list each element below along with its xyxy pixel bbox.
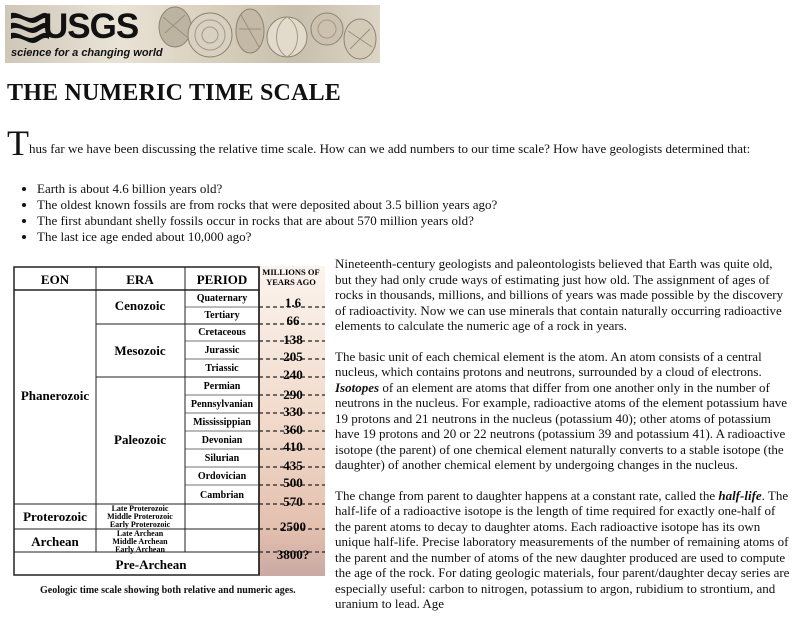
list-item: • The oldest known fossils are from rocks that were deposited about 3.5 billion years ago? xyxy=(37,197,497,213)
intro-paragraph xyxy=(7,123,787,163)
header-mya-1: MILLIONS OF xyxy=(262,267,320,277)
archean-sub: Middle Archean xyxy=(112,537,168,546)
proterozoic-sub: Middle Proterozoic xyxy=(107,512,173,521)
era-cenozoic: Cenozoic xyxy=(114,298,166,313)
period-label: Ordovician xyxy=(197,471,247,482)
period-label: Triassic xyxy=(205,363,239,374)
era-mesozoic: Mesozoic xyxy=(114,343,166,358)
archean-sub: Late Archean xyxy=(116,529,164,538)
period-label: Cambrian xyxy=(200,490,244,501)
paragraph-text: The change from parent to daughter happens at a constant rate, called the xyxy=(335,487,719,503)
period-label: Permian xyxy=(203,381,241,392)
chart-caption: Geologic time scale showing both relative and numeric ages. xyxy=(40,585,296,596)
proterozoic-sub: Late Proterozoic xyxy=(111,504,169,513)
period-label: Pennsylvanian xyxy=(190,399,254,410)
fossil-collage-image xyxy=(155,5,380,63)
period-label: Cretaceous xyxy=(198,327,246,338)
usgs-brand: USGS xyxy=(43,7,139,46)
header-eon: EON xyxy=(40,272,70,287)
era-paleozoic: Paleozoic xyxy=(114,432,166,447)
age-label: 435 xyxy=(283,458,303,473)
paragraph-half-life xyxy=(335,488,790,612)
period-label: Silurian xyxy=(204,453,240,464)
list-item: • Earth is about 4.6 billion years old? xyxy=(37,181,497,197)
age-label: 2500 xyxy=(280,519,306,534)
age-label: 66 xyxy=(286,313,300,328)
eon-proterozoic: Proterozoic xyxy=(23,509,87,524)
article-body xyxy=(335,256,790,627)
page-title: THE NUMERIC TIME SCALE xyxy=(7,80,342,106)
age-label: 330 xyxy=(283,404,303,419)
age-label: 138 xyxy=(283,332,303,347)
intro-dropcap: T xyxy=(7,123,29,163)
usgs-banner xyxy=(5,5,380,63)
eon-phanerozoic: Phanerozoic xyxy=(20,388,90,403)
header-era: ERA xyxy=(126,272,154,287)
age-label: 3800? xyxy=(276,547,310,562)
paragraph-text: of an element are atoms that differ from one another only in the number of neutrons in the nucleus. For example, radioactive atoms of the element potassium have 19 protons and 21 neutrons in the nucleus (potassium 40); other atoms of potassium have 19 protons and 20 or 22 neutrons (potassium 39 and potassium 41). A radioactive isotope (the parent) of one chemical element naturally converts to a stable isotope (the daughter) of another chemical element by undergoing changes in the nucleus. xyxy=(335,379,787,472)
period-label: Quaternary xyxy=(196,293,248,304)
age-label: 570 xyxy=(283,494,303,509)
age-label: 1.6 xyxy=(284,295,302,310)
age-label: 240 xyxy=(283,367,303,382)
age-label: 360 xyxy=(283,422,303,437)
paragraph-isotopes xyxy=(335,349,790,473)
question-list xyxy=(20,181,497,245)
paragraph-radioactivity: Nineteenth-century geologists and paleontologists believed that Earth was quite old, but they had only crude ways of estimating just how old. The assignment of ages of rocks in thousands, millions, and billions of years was made possible by the discovery of radioactivity. Now we can use minerals that contain naturally occurring radioactive elements to calculate the numeric age of a rock in years. xyxy=(335,256,784,333)
archean-sub: Early Archean xyxy=(115,545,165,554)
intro-text: hus far we have been discussing the relative time scale. How can we add numbers to our time scale? How have geologists determined that: xyxy=(29,141,751,156)
term-half-life: half-life xyxy=(718,487,762,503)
age-label: 205 xyxy=(283,349,303,364)
proterozoic-sub: Early Proterozoic xyxy=(109,520,171,529)
list-item: • The last ice age ended about 10,000 ago? xyxy=(37,229,497,245)
paragraph-text: The basic unit of each chemical element is the atom. An atom consists of a central nucleus, which contains protons and neutrons, surrounded by a cloud of electrons. xyxy=(335,348,762,379)
header-period: PERIOD xyxy=(196,272,248,287)
period-label: Mississippian xyxy=(193,417,251,428)
age-label: 500 xyxy=(283,475,303,490)
period-label: Devonian xyxy=(201,435,243,446)
paragraph-text: . The half-life of a radioactive isotope is the length of time required for exactly one-half of the parent atoms to decay to daughter atoms. Each radioactive isotope has its own unique half-life. Precise laboratory measurements of the number of remaining atoms of the parent and the number of atoms of the new daughter produced are used to compute the age of the rock. For dating geologic materials, four parent/daughter decay series are especially useful: carbon to nitrogen, potassium to argon, rubidium to strontium, and uranium to lead. Age xyxy=(335,487,790,611)
term-isotopes: Isotopes xyxy=(335,379,380,395)
usgs-tagline: science for a changing world xyxy=(11,47,163,59)
geologic-time-scale xyxy=(13,266,327,580)
header-mya-2: YEARS AGO xyxy=(266,277,316,287)
eon-pre-archean: Pre-Archean xyxy=(115,557,187,572)
usgs-logo[interactable] xyxy=(9,7,163,61)
age-label: 410 xyxy=(283,439,303,454)
eon-archean: Archean xyxy=(31,534,79,549)
period-label: Jurassic xyxy=(204,345,240,356)
list-item: • The first abundant shelly fossils occur in rocks that are about 570 million years old? xyxy=(37,213,497,229)
period-label: Tertiary xyxy=(204,310,240,321)
age-label: 290 xyxy=(283,387,303,402)
